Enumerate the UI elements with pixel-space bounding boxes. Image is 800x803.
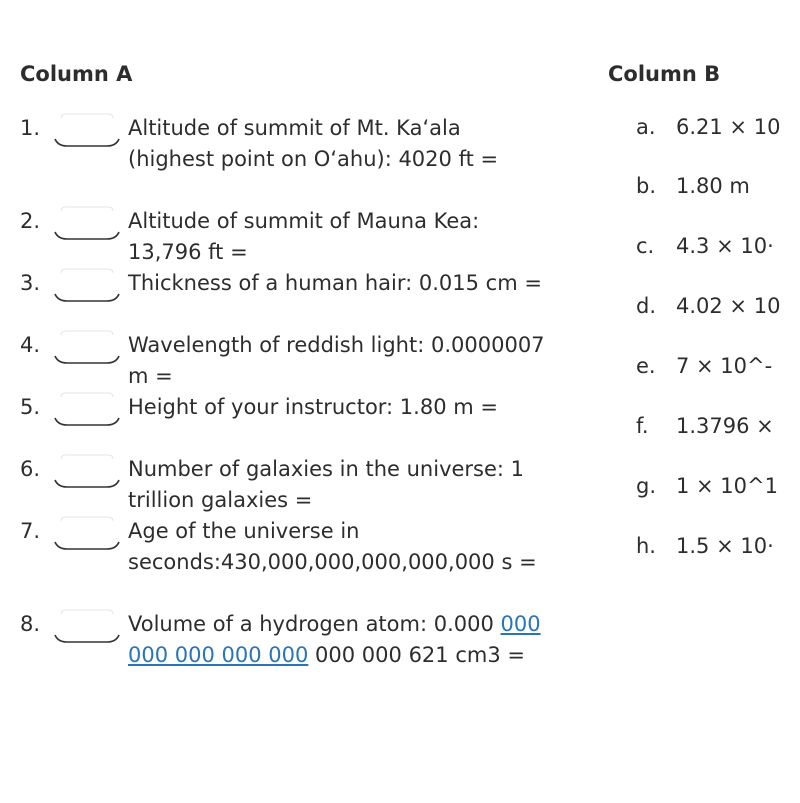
option-letter: d. xyxy=(636,294,657,318)
answer-option-g xyxy=(636,471,778,502)
option-letter: a. xyxy=(636,115,656,139)
option-value: 4.02 × 10 xyxy=(676,294,781,318)
question-number: 7. xyxy=(20,519,41,543)
answer-option-c xyxy=(636,231,774,262)
option-value: 1.80 m xyxy=(676,174,750,198)
answer-option-f xyxy=(636,411,774,442)
question-text: Height of your instructor: 1.80 m = xyxy=(128,395,498,419)
answer-dropdown-8[interactable] xyxy=(52,609,122,649)
question-number: 8. xyxy=(20,612,41,636)
question-item-3 xyxy=(0,268,560,330)
question-item-6 xyxy=(0,454,560,516)
question-text xyxy=(128,609,548,671)
answer-dropdown-3[interactable] xyxy=(52,268,122,308)
question-text: Number of galaxies in the universe: 1 trillion galaxies = xyxy=(128,457,525,512)
option-value: 1 × 10^1 xyxy=(676,474,778,498)
question-text: Altitude of summit of Mt. Kaʻala (highest point on Oʻahu): 4020 ft = xyxy=(128,116,499,171)
question-text: Thickness of a human hair: 0.015 cm = xyxy=(128,271,542,295)
question-number: 3. xyxy=(20,271,41,295)
answer-dropdown-7[interactable] xyxy=(52,516,122,556)
question-item-7 xyxy=(0,516,560,609)
option-letter: h. xyxy=(636,534,656,558)
answer-dropdown-6[interactable] xyxy=(52,454,122,494)
question-item-8 xyxy=(0,609,560,702)
question-number: 5. xyxy=(20,395,41,419)
question-number: 1. xyxy=(20,116,41,140)
question-number: 6. xyxy=(20,457,41,481)
question-item-4 xyxy=(0,330,560,392)
answer-dropdown-5[interactable] xyxy=(52,392,122,432)
question-text-start: Volume of a hydrogen atom: 0.000 xyxy=(128,612,494,636)
question-number: 4. xyxy=(20,333,41,357)
answer-option-a xyxy=(636,112,780,143)
option-value: 6.21 × 10 xyxy=(676,115,781,139)
question-item-1 xyxy=(0,113,560,206)
question-item-2 xyxy=(0,206,560,268)
option-value: 4.3 × 10· xyxy=(676,234,774,258)
question-item-5 xyxy=(0,392,560,454)
question-text: Altitude of summit of Mauna Kea: 13,796 ft = xyxy=(128,209,480,264)
option-value: 1.3796 × xyxy=(676,414,774,438)
question-text: Age of the universe in seconds:430,000,000,000,000,000 s = xyxy=(128,519,537,574)
question-text: Wavelength of reddish light: 0.0000007 m = xyxy=(128,333,545,388)
option-value: 7 × 10^- xyxy=(676,354,773,378)
answer-option-d xyxy=(636,291,780,322)
column-a-heading: Column A xyxy=(20,62,133,86)
option-letter: b. xyxy=(636,174,657,198)
answer-option-b xyxy=(636,171,750,202)
option-letter: e. xyxy=(636,354,656,378)
answer-option-h xyxy=(636,531,774,562)
phone-number-link[interactable]: 000 000 000 000 000 xyxy=(128,612,541,667)
answer-dropdown-1[interactable] xyxy=(52,113,122,153)
option-letter: g. xyxy=(636,474,657,498)
option-letter: c. xyxy=(636,234,655,258)
question-number: 2. xyxy=(20,209,41,233)
question-text-end: 000 000 621 cm3 = xyxy=(315,643,525,667)
option-value: 1.5 × 10· xyxy=(676,534,774,558)
answer-option-e xyxy=(636,351,772,382)
answer-dropdown-2[interactable] xyxy=(52,206,122,246)
option-letter: f. xyxy=(636,414,649,438)
column-b-heading: Column B xyxy=(608,62,721,86)
answer-dropdown-4[interactable] xyxy=(52,330,122,370)
